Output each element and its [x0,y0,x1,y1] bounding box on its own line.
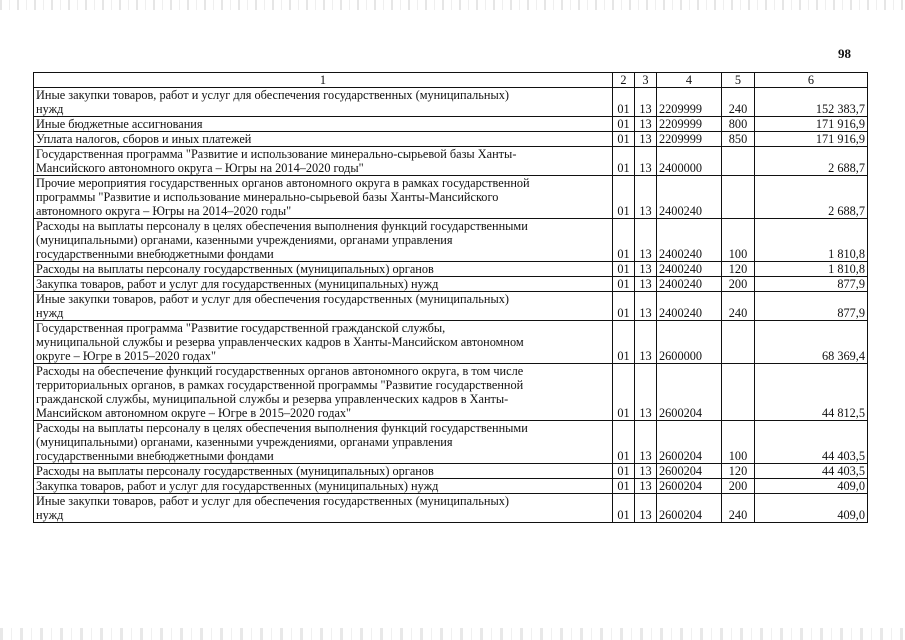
row-expense-type: 240 [722,88,755,117]
row-name: Закупка товаров, работ и услуг для государственных (муниципальных) нужд [34,479,613,494]
row-amount: 1 810,8 [755,262,868,277]
row-target-code: 2600204 [657,364,722,421]
row-section: 01 [613,219,635,262]
row-target-code: 2400240 [657,277,722,292]
row-name: Прочие мероприятия государственных органов автономного округа в рамках государственной программы "Развитие и использование минерально-сырьевой базы Ханты-Мансийского автономного округа – Югры на 2014–2020 годы" [34,176,613,219]
row-subsection: 13 [635,219,657,262]
row-section: 01 [613,421,635,464]
row-expense-type: 100 [722,421,755,464]
row-amount: 409,0 [755,494,868,523]
header-col-6: 6 [755,73,868,88]
row-subsection: 13 [635,292,657,321]
table-row [34,321,868,364]
row-section: 01 [613,321,635,364]
table-row [34,494,868,523]
row-name: Расходы на выплаты персоналу в целях обеспечения выполнения функций государственными (муниципальными) органами, казенными учреждениями, органами управления государственными внебюджетными фондами [34,421,613,464]
row-subsection: 13 [635,262,657,277]
row-subsection: 13 [635,117,657,132]
row-subsection: 13 [635,494,657,523]
row-amount: 409,0 [755,479,868,494]
scan-noise-top [0,0,905,10]
row-subsection: 13 [635,321,657,364]
row-target-code: 2400240 [657,219,722,262]
row-subsection: 13 [635,132,657,147]
table-row [34,421,868,464]
row-target-code: 2600000 [657,321,722,364]
row-expense-type: 850 [722,132,755,147]
row-name: Закупка товаров, работ и услуг для государственных (муниципальных) нужд [34,277,613,292]
row-expense-type [722,176,755,219]
row-expense-type: 240 [722,494,755,523]
table-row [34,147,868,176]
row-name: Расходы на выплаты персоналу государственных (муниципальных) органов [34,464,613,479]
row-expense-type: 200 [722,277,755,292]
row-section: 01 [613,277,635,292]
row-section: 01 [613,176,635,219]
row-target-code: 2600204 [657,464,722,479]
row-section: 01 [613,132,635,147]
row-amount: 44 812,5 [755,364,868,421]
row-name: Иные закупки товаров, работ и услуг для обеспечения государственных (муниципальных) нужд [34,88,613,117]
header-col-4: 4 [657,73,722,88]
row-target-code: 2400240 [657,262,722,277]
row-amount: 1 810,8 [755,219,868,262]
row-name: Государственная программа "Развитие государственной гражданской службы, муниципальной службы и резерва управленческих кадров в Ханты-Мансийском автономном округе – Югре в 2015–2020 годах" [34,321,613,364]
row-subsection: 13 [635,464,657,479]
row-target-code: 2209999 [657,88,722,117]
row-target-code: 2400240 [657,292,722,321]
header-col-1: 1 [34,73,613,88]
row-amount: 877,9 [755,292,868,321]
row-expense-type: 240 [722,292,755,321]
row-section: 01 [613,479,635,494]
table-row [34,262,868,277]
row-expense-type: 120 [722,464,755,479]
row-subsection: 13 [635,364,657,421]
scan-noise-bottom [0,628,905,640]
table-row [34,292,868,321]
row-section: 01 [613,494,635,523]
row-subsection: 13 [635,479,657,494]
row-section: 01 [613,364,635,421]
row-target-code: 2400000 [657,147,722,176]
header-col-5: 5 [722,73,755,88]
row-target-code: 2600204 [657,421,722,464]
table-row [34,464,868,479]
header-col-2: 2 [613,73,635,88]
header-col-3: 3 [635,73,657,88]
row-target-code: 2400240 [657,176,722,219]
row-name: Иные бюджетные ассигнования [34,117,613,132]
header-row [34,73,868,88]
row-amount: 44 403,5 [755,464,868,479]
row-subsection: 13 [635,147,657,176]
table-row [34,364,868,421]
row-amount: 171 916,9 [755,132,868,147]
row-expense-type [722,321,755,364]
table-row [34,117,868,132]
row-name: Расходы на выплаты персоналу в целях обеспечения выполнения функций государственными (муниципальными) органами, казенными учреждениями, органами управления государственными внебюджетными фондами [34,219,613,262]
row-target-code: 2600204 [657,479,722,494]
row-amount: 152 383,7 [755,88,868,117]
row-subsection: 13 [635,277,657,292]
row-expense-type: 200 [722,479,755,494]
row-expense-type: 800 [722,117,755,132]
row-section: 01 [613,464,635,479]
table-row [34,277,868,292]
page-number: 98 [838,46,851,61]
budget-table [33,72,868,523]
row-amount: 171 916,9 [755,117,868,132]
row-subsection: 13 [635,88,657,117]
row-name: Уплата налогов, сборов и иных платежей [34,132,613,147]
table-row [34,479,868,494]
row-amount: 2 688,7 [755,176,868,219]
row-section: 01 [613,147,635,176]
row-subsection: 13 [635,176,657,219]
row-expense-type [722,147,755,176]
row-name: Иные закупки товаров, работ и услуг для обеспечения государственных (муниципальных) нужд [34,494,613,523]
row-name: Иные закупки товаров, работ и услуг для обеспечения государственных (муниципальных) нужд [34,292,613,321]
row-section: 01 [613,117,635,132]
row-subsection: 13 [635,421,657,464]
row-amount: 68 369,4 [755,321,868,364]
row-name: Государственная программа "Развитие и использование минерально-сырьевой базы Ханты- Мансийского автономного округа – Югры на 2014–2020 годы" [34,147,613,176]
row-amount: 44 403,5 [755,421,868,464]
row-section: 01 [613,262,635,277]
row-expense-type: 100 [722,219,755,262]
row-name: Расходы на обеспечение функций государственных органов автономного округа, в том числе территориальных органов, в рамках государственной программы "Развитие государственной гражданской службы, муниципальной службы и резерва управленческих кадров в Ханты- Мансийском автономном округе – Югре в 2015–2020 годах" [34,364,613,421]
row-section: 01 [613,88,635,117]
row-expense-type [722,364,755,421]
row-target-code: 2209999 [657,132,722,147]
row-amount: 2 688,7 [755,147,868,176]
row-expense-type: 120 [722,262,755,277]
table-row [34,132,868,147]
table-row [34,219,868,262]
row-target-code: 2209999 [657,117,722,132]
row-amount: 877,9 [755,277,868,292]
table-row [34,88,868,117]
row-name: Расходы на выплаты персоналу государственных (муниципальных) органов [34,262,613,277]
row-section: 01 [613,292,635,321]
table-row [34,176,868,219]
row-target-code: 2600204 [657,494,722,523]
